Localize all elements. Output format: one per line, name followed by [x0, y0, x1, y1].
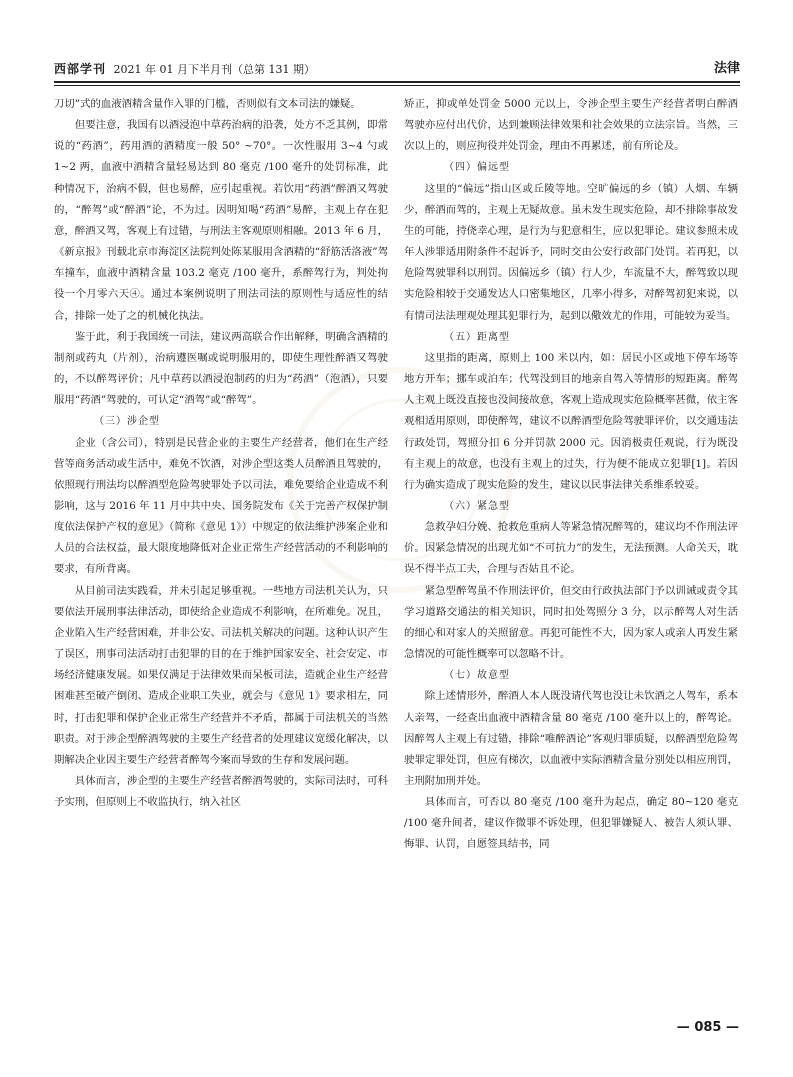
- paragraph: 鉴于此，利于我国统一司法，建议两高联合作出解释，明确含酒精的制剂或药丸（片剂），治病遵医嘱或说明服用的，即使生理性醉酒又驾驶的，不以醉驾评价；凡中草药以酒浸泡制药的归为“药酒”（泡酒），只要服用“药酒”驾驶的，可认定“酒驾”或“醉驾”。: [54, 330, 388, 407]
- left-column: [54, 94, 388, 813]
- paragraph: 除上述情形外，醉酒人本人既没请代驾也没让未饮酒之人驾车，系本人亲驾，一经查出血液中酒精含量 80 毫克 /100 毫升以上的，醉驾论。因醉驾人主观上有过错，排除“唯醉酒论”客观归罪质疑，以醉酒型危险驾驶罪定罪处罚，但应有梯次，以血液中实际酒精含量分别处以相应刑罚，主刑附加刑并处。: [404, 690, 738, 787]
- section-heading: （三）涉企型: [94, 416, 160, 428]
- header-rule-thin: [54, 85, 740, 86]
- paragraph: 从目前司法实践看，并未引起足够重视。一些地方司法机关认为，只要依法开展刑事法律活动，即使给企业造成不利影响，在所难免。况且，企业陷入生产经营困难，并非公安、司法机关解决的问题。这种认识产生了误区，刑事司法活动打击犯罪的目的在于维护国家安全、社会安定、市场经济健康发展。如果仅满足于法律效果而呆板司法，造就企业生产经营困难甚至破产倒闭、造成企业职工失业，就会与《意见 1》要求相左，同时，打击犯罪和保护企业正常生产经营并不矛盾，都属于司法机关的当然职责。对于涉企型醉酒驾驶的主要生产经营者的处理建议宽缓化解决，以期解决企业因主要生产经营者醉驾今案而导致的生存和发展问题。: [54, 584, 388, 766]
- paragraph: 企业（含公司），特别是民营企业的主要生产经营者，他们在生产经营等商务活动或生活中，难免不饮酒，对涉企型这类人员醉酒且驾驶的，依照现行刑法均以醉酒型危险驾驶罪处予以司法，难免要给企业造成不利影响，这与 2016 年 11 月中共中央、国务院发布《关于完善产权保护制度依法保护产权的意见》（简称《意见 1》）中规定的依法维护涉案企业和人员的合法权益，最大限度地降低对企业正常生产经营活动的不利影响的要求，有所背离。: [54, 436, 388, 576]
- paragraph: 但要注意，我国有以酒浸泡中草药治病的沿袭，处方不乏其例，即常说的“药酒”，药用酒的酒精度一般 50° ~70°。一次性服用 3~4 勺或 1~2 两，血液中酒精含量轻易达到 80 毫克 /100 毫升的处罚标准，此种情况下，治病不假，但也易醉，应引起重视。若饮用“药酒”醉酒又驾驶的，“醉驾”或“醉酒”论，不为过。因明知喝“药酒”易醉，主观上存在犯意，醉酒又驾，客观上有过错，与刑法主客观原则相融。2013 年 6 月，《新京报》刊载北京市海淀区法院判处陈某服用含酒精的“舒筋活洛液”驾车撞车，血液中酒精含量 103.2 毫克 /100 毫升，系醉驾行为，判处拘役一个月零六天④。通过本案例说明了刑法司法的原则性与适应性的结合，排除一处了之的机械化执法。: [54, 119, 388, 322]
- paragraph: 这里的“偏远”指山区或丘陵等地。空旷偏远的乡（镇）人烟、车辆少，醉酒而驾的，主观上无疑故意。虽未发生现实危险，却不排除事故发生的可能，持侥幸心理，是行为与犯意相生，应以犯罪论。建议参照未成年人涉罪适用附条件不起诉予，同时交由公安行政部门处罚。若再犯，以危险驾驶罪科以刑罚。因偏远乡（镇）行人少，车流量不大，醉驾致以现实危险相较于交通发达人口密集地区，几率小得多，对醉驾初犯来说，以有情司法法理观处理其犯罪行为，起到以儆效尤的作用，可能较为妥当。: [404, 182, 738, 322]
- section-heading: （四）偏远型: [444, 162, 510, 174]
- issue-info: 2021 年 01 月下半月刊（总第 131 期）: [113, 63, 315, 76]
- paragraph-continued: 刀切”式的血液酒精含量作入罪的门槛，否则似有文本司法的嫌疑。: [54, 98, 361, 110]
- right-column: [404, 94, 738, 856]
- header-rule-thick: [54, 81, 740, 83]
- journal-logo: 西部学刊: [54, 62, 107, 76]
- paragraph: 具体而言，涉企型的主要生产经营者醉酒驾驶的，实际司法时，可科予实刑，但原则上不收监执行，纳入社区: [54, 775, 388, 809]
- paragraph: 紧急型醉驾虽不作刑法评价，但交由行政执法部门予以训诫或责令其学习道路交通法的相关知识，同时扣处驾照分 3 分，以示醉驾人对生活的细心和对家人的关照留意。再犯可能性不大，因为家人或亲人再发生紧急情况的可能性概率可以忽略不计。: [404, 584, 738, 661]
- section-heading: （七）故意型: [444, 670, 510, 682]
- paragraph: 急救孕妇分娩、抢救危重病人等紧急情况醉驾的，建议均不作刑法评价。因紧急情况的出现尤如“不可抗力”的发生，无法预测。人命关天，耽误不得半点工夫，合理与否姑且不论。: [404, 521, 738, 576]
- paragraph: 这里指的距离，原则上 100 米以内，如：居民小区或地下停车场等地方开车；挪车或泊车；代驾没到目的地亲自驾入等情形的短距离。醉驾人主观上既没直接也没间接故意，客观上造成现实危险概率甚微，依主客观相适用原则，即使醉驾，建议不以醉酒型危险驾驶罪评价，以交通违法行政处罚，驾照分扣 6 分并罚款 2000 元。因消极责任观说，行为既没有主观上的故意，也没有主观上的过失，行为便不能成立犯罪[1]。若因行为确实造成了现实危险的发生，建议以民事法律关系维系较妥。: [404, 351, 738, 491]
- page-number: — 085 —: [676, 1020, 739, 1035]
- paragraph: 具体而言，可否以 80 毫克 /100 毫升为起点，确定 80~120 毫克 /100 毫升间者，建议作微罪不诉处理，但犯罪嫌疑人、被告人须认罪、悔罪、认罚，自愿签具结书，同: [404, 796, 738, 851]
- section-label: 法律: [713, 61, 740, 76]
- running-header: [54, 58, 740, 80]
- section-heading: （六）紧急型: [444, 500, 510, 512]
- section-heading: （五）距离型: [444, 331, 510, 343]
- paragraph-continued: 矫正，抑或单处罚金 5000 元以上，令涉企型主要生产经营者明白醉酒驾驶亦应付出代价，达到兼顾法律效果和社会效果的立法宗旨。当然，三次以上的，则应拘役并处罚金，理由不再累述，前有所论及。: [404, 98, 738, 153]
